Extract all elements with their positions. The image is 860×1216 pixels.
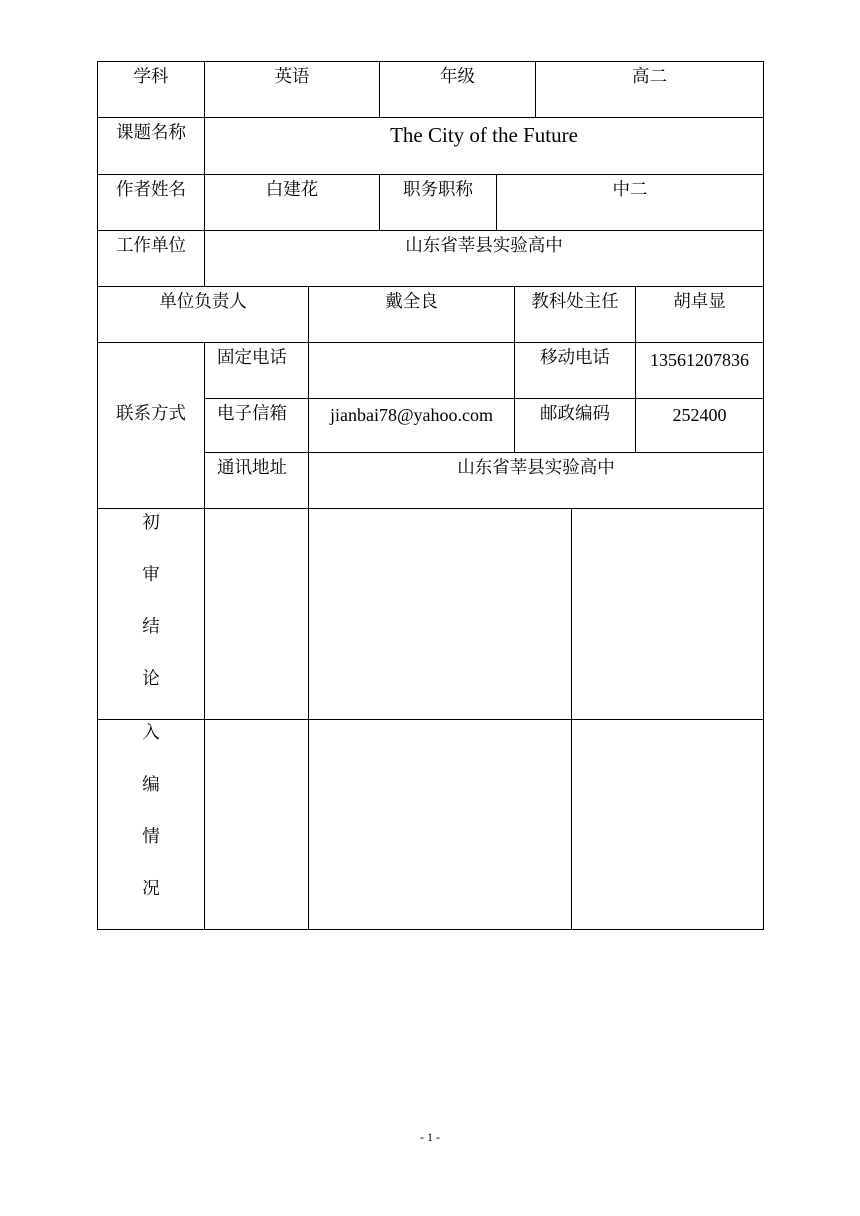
landline-label: 固定电话	[217, 348, 287, 368]
postcode-label: 邮政编码	[540, 404, 610, 424]
review-char: 初	[142, 513, 160, 533]
column-divider	[308, 508, 309, 930]
landline-value	[309, 342, 514, 347]
mobile-value: 13561207836	[650, 350, 749, 370]
subject-label: 学科	[133, 67, 169, 87]
position-label: 职务职称	[403, 180, 473, 200]
author-value: 白建花	[265, 180, 319, 200]
email-label: 电子信箱	[217, 404, 287, 424]
grade-value: 高二	[632, 67, 667, 87]
subject-value: 英语	[274, 67, 310, 87]
workplace-value: 山东省莘县实验高中	[405, 236, 563, 256]
contact-label: 联系方式	[116, 404, 186, 424]
review-char: 结	[142, 617, 160, 637]
mobile-label: 移动电话	[540, 348, 610, 368]
position-value: 中二	[612, 180, 648, 200]
grade-label: 年级	[440, 67, 475, 87]
inclusion-char: 情	[142, 827, 160, 847]
review-conclusion-label	[98, 512, 204, 720]
column-divider	[204, 508, 205, 930]
academic-director-label: 教科处主任	[531, 292, 619, 312]
address-value: 山东省莘县实验高中	[457, 458, 615, 478]
unit-head-label: 单位负责人	[159, 292, 247, 312]
column-divider	[571, 508, 572, 930]
address-label: 通讯地址	[217, 458, 287, 478]
page-number: - 1 -	[420, 1130, 440, 1144]
postcode-value: 252400	[672, 405, 727, 425]
table-border-right	[763, 61, 764, 930]
unit-head-value: 戴全良	[385, 292, 438, 312]
topic-value: The City of the Future	[390, 123, 578, 147]
inclusion-char: 编	[142, 775, 160, 795]
row-divider	[97, 508, 764, 509]
review-char: 审	[142, 565, 160, 585]
workplace-label: 工作单位	[116, 236, 186, 256]
topic-label: 课题名称	[116, 123, 186, 143]
inclusion-status-label	[98, 722, 204, 930]
review-char: 论	[142, 669, 160, 689]
author-label: 作者姓名	[116, 180, 186, 200]
inclusion-char: 况	[142, 879, 160, 899]
inclusion-char: 入	[142, 723, 160, 743]
email-value: jianbai78@yahoo.com	[329, 405, 494, 425]
academic-director-value: 胡卓显	[673, 292, 726, 312]
